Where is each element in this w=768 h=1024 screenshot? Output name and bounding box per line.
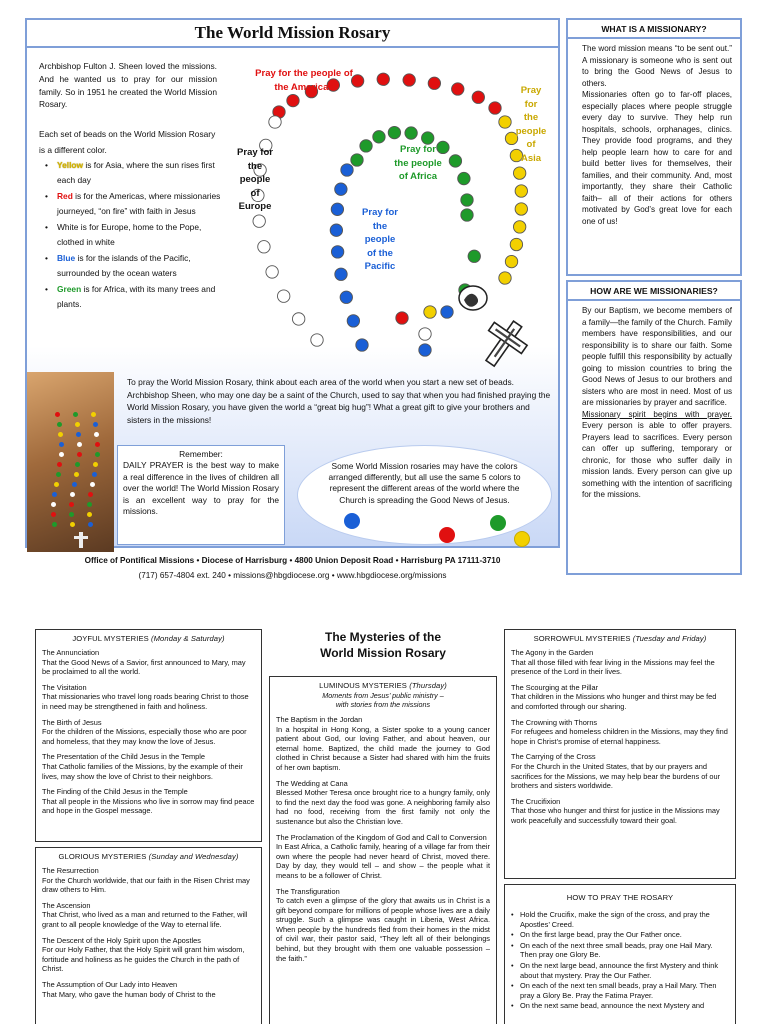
how-to-pray-box: [504, 884, 736, 1024]
mystery-item: The Visitation That missionaries who travel long roads bearing Christ to those in need may be strengthened in faith and holiness.: [42, 682, 249, 711]
photo-bead: [94, 432, 99, 437]
mystery-item: The Descent of the Holy Spirit upon the Apostles For our Holy Father, that the Holy Spirit will grant him wisdom, fortitude and holiness as he guides the Church in the path of Christ.: [42, 935, 245, 974]
photo-bead: [51, 512, 56, 517]
photo-bead: [90, 482, 95, 487]
color-meaning: is for Asia, where the sun rises first each day: [57, 160, 215, 185]
intro-paragraph: Archbishop Fulton J. Sheen loved the missions. And he wanted us to pray for our mission family. So in 1951 he created the World Mission Rosary.: [39, 61, 217, 110]
rosary-bead: [468, 250, 480, 262]
pray-instructions: To pray the World Mission Rosary, think about each area of the world when you start a new set of beads. Archbishop Sheen, who may one day be a saint of the Church, used to say that when you had finished praying the World Mission Rosary, you have given the world a “great big hug”! What a great gift to give your brothers and sisters in the missions!: [127, 377, 551, 425]
photo-bead: [59, 452, 64, 457]
rosary-bead: [515, 203, 527, 215]
luminous-subtitle: Moments from Jesus’ public ministry – with stories from the missions: [322, 691, 444, 709]
paragraph: Missionaries often go to far-off places, especially places where people struggle every day to survive. They help run hospitals, schools, orphanages, clinics. They provide food programs, and they help people learn how to care for and build better lives for themselves, their families, and their community. And, most importantly, they share their Catholic faith– all of their actions for others motivated by God’s great love for each one of us!: [582, 90, 732, 226]
rosary-bead: [513, 167, 525, 179]
variation-note: Some World Mission rosaries may have the colors arranged differently, but all use the same 5 colors to represent the different areas of the world where the Church is spreading the Good News of Jesus.: [328, 461, 521, 505]
rosary-photo: [27, 372, 114, 552]
rosary-illustration: [27, 50, 562, 375]
photo-bead: [93, 462, 98, 467]
rosary-bead: [360, 140, 372, 152]
color-dot-yellow: [514, 531, 530, 547]
howto-title: HOW TO PRAY THE ROSARY: [566, 893, 674, 902]
page-title: The World Mission Rosary: [194, 23, 391, 42]
photo-bead: [73, 412, 78, 417]
rosary-bead: [452, 83, 464, 95]
sorrowful-mysteries-box: [504, 629, 736, 879]
rosary-bead: [403, 74, 415, 86]
photo-bead: [77, 442, 82, 447]
photo-bead: [57, 462, 62, 467]
howto-step: • Hold the Crucifix, make the sign of the cross, and pray the Apostles’ Creed.: [511, 910, 729, 929]
photo-bead: [75, 462, 80, 467]
photo-bead: [69, 502, 74, 507]
mysteries-title: SORROWFUL MYSTERIES (Tuesday and Friday): [533, 634, 707, 643]
rosary-bead: [515, 185, 527, 197]
mystery-item: The Ascension That Christ, who lived as a man and returned to the Father, will grant to all people knowledge of the Way to eternal life.: [42, 900, 248, 929]
mysteries-title: LUMINOUS MYSTERIES (Thursday): [319, 681, 447, 690]
rosary-bead: [377, 73, 389, 85]
mysteries-title: GLORIOUS MYSTERIES (Sunday and Wednesday): [58, 852, 239, 861]
howto-step: • On each of the next three small beads, pray one Hail Mary. Then pray one Glory Be.: [511, 941, 729, 960]
photo-bead: [77, 452, 82, 457]
photo-cross: [79, 532, 83, 548]
photo-bead: [55, 412, 60, 417]
rosary-bead: [253, 215, 265, 227]
mystery-item: The Crucifixion That those who hunger and thirst for justice in the Missions may work peacefully and successfully toward their goal.: [511, 796, 720, 825]
rosary-bead: [373, 131, 385, 143]
rosary-bead: [340, 291, 352, 303]
photo-bead: [72, 482, 77, 487]
photo-bead: [76, 432, 81, 437]
photo-bead: [88, 492, 93, 497]
paragraph-rest: Every person is able to offer prayers. Prayers lead to sacrifices. Every person can offer up suffering, temporary or chronic, for those who suffer daily in mission lands. Every person can give up something with the intention of sacrificing for the missions.: [582, 421, 732, 499]
box-title: WHAT IS A MISSIONARY?: [568, 20, 740, 39]
howto-step: • On the next large bead, announce the first Mystery and think about that mystery. Pray the Our Father.: [511, 961, 729, 980]
rosary-bead: [335, 183, 347, 195]
photo-bead: [91, 412, 96, 417]
color-name: Yellow: [57, 160, 84, 170]
luminous-mysteries-box: [269, 676, 497, 1024]
color-meaning: is for the islands of the Pacific, surrounded by the ocean waters: [57, 253, 191, 278]
mystery-item: The Scourging at the Pillar That children in the Missions who hunger and thirst may be fed and comforted through our sharing.: [511, 682, 717, 711]
rosary-bead: [292, 313, 304, 325]
photo-bead: [74, 472, 79, 477]
mystery-item: The Finding of the Child Jesus in the Temple That all people in the Missions who live in sorrow may find peace and hope in the Gospel message.: [42, 787, 255, 816]
rosary-bead: [269, 116, 281, 128]
rosary-bead: [335, 268, 347, 280]
color-meaning: is for the Americas, where missionaries journeyed, “on fire” with faith in Jesus: [57, 191, 221, 216]
color-name: White: [57, 222, 79, 232]
mystery-item: The Carrying of the Cross For the Church in the United States, that by our prayers and sacrifices for the Missions, we may help bear the burdens of our brothers and sisters worldwide.: [511, 752, 721, 791]
color-dot-green: [490, 515, 506, 531]
title-divider: [27, 46, 558, 48]
rosary-bead: [277, 290, 289, 302]
paragraph: [582, 409, 732, 501]
photo-bead: [87, 502, 92, 507]
mystery-item: The Crowning with Thorns For refugees and homeless children in the Missions, may they find hope in Christ’s promise of eternal happiness.: [511, 717, 728, 746]
footer-contact: (717) 657-4804 ext. 240 • missions@hbgdiocese.org • www.hbgdiocese.org/missions: [138, 571, 447, 580]
howto-steps: [511, 910, 729, 1011]
rosary-bead: [287, 94, 299, 106]
rosary-bead: [489, 102, 501, 114]
color-dot-red: [439, 527, 455, 543]
region-label-africa: Pray for the people of Africa: [394, 144, 442, 182]
mystery-item: The Resurrection For the Church worldwide, that our faith in the Risen Christ may draw others to Him.: [42, 866, 250, 895]
mystery-item: The Transfiguration To catch even a glimpse of the glory that awaits us in Christ is a gift beyond compare for millions of people whose lives are a daily struggle. Such a glimpse was caught in Liberia, West Africa. When people by the hundreds fled from their homes in the midst of civil war, their pastor said, “They left all of their belongings behind, but they brought with them one valuable possession – the faith.”: [276, 886, 490, 963]
photo-bead: [95, 442, 100, 447]
underlined-text: Missionary spirit begins with prayer.: [582, 409, 732, 419]
photo-bead: [88, 522, 93, 527]
color-name: Blue: [57, 253, 76, 263]
rosary-bead: [461, 194, 473, 206]
photo-bead: [92, 472, 97, 477]
rosary-bead: [419, 328, 431, 340]
howto-step: • On the first large bead, pray the Our Father once.: [511, 930, 729, 940]
glorious-mysteries-box: [35, 847, 262, 1024]
rosary-bead: [405, 127, 417, 139]
photo-bead: [51, 502, 56, 507]
box-body: [568, 39, 740, 227]
photo-bead: [75, 422, 80, 427]
box-body: [568, 301, 740, 501]
photo-cross-bar: [74, 536, 88, 539]
how-are-we-missionaries-box: [566, 280, 742, 575]
photo-bead: [56, 472, 61, 477]
photo-bead: [70, 522, 75, 527]
rosary-bead: [419, 344, 431, 356]
rosary-bead: [347, 315, 359, 327]
footer-address: Office of Pontifical Missions • Diocese of Harrisburg • 4800 Union Deposit Road • Harrisburg PA 17111-3710: [84, 556, 501, 565]
photo-bead: [70, 492, 75, 497]
rosary-bead: [351, 154, 363, 166]
rosary-bead: [505, 255, 517, 267]
rosary-bead: [258, 241, 270, 253]
photo-bead: [69, 512, 74, 517]
rosary-bead: [472, 91, 484, 103]
rosary-bead: [330, 224, 342, 236]
color-name: Green: [57, 284, 82, 294]
remember-title: Remember:: [179, 449, 223, 459]
rosary-bead: [424, 306, 436, 318]
color-meaning: is for Europe, home to the Pope, clothed in white: [57, 222, 202, 247]
rosary-bead: [449, 155, 461, 167]
photo-bead: [87, 512, 92, 517]
color-name: Red: [57, 191, 73, 201]
paragraph: By our Baptism, we become members of a family—the family of the Church. Family members have responsibilities, and our responsibility is to share our faith. Some people fulfill this responsibility by actually going to mission countries to bring the Good News of Jesus to our brothers and sisters who are most in need. Most of us are missionaries by prayer and sacrifice.: [582, 306, 732, 407]
crucifix: [474, 313, 534, 375]
mystery-item: The Annunciation That the Good News of a Savior, first announced to Mary, may be proclaimed to all the world.: [42, 648, 246, 677]
photo-bead: [54, 482, 59, 487]
rosary-bead: [341, 164, 353, 176]
rosary-bead: [356, 339, 368, 351]
remember-box: [117, 445, 285, 545]
rosary-bead: [513, 221, 525, 233]
color-meaning: is for Africa, with its many trees and plants.: [57, 284, 216, 309]
rosary-bead: [458, 172, 470, 184]
rosary-bead: [396, 312, 408, 324]
joyful-mysteries-box: [35, 629, 262, 842]
mystery-item: The Presentation of the Child Jesus in the Temple That Catholic families of the Missions, by the example of their lives, may show the love of Christ to their neighbors.: [42, 752, 243, 781]
photo-bead: [52, 522, 57, 527]
box-title: HOW ARE WE MISSIONARIES?: [568, 282, 740, 301]
photo-bead: [58, 432, 63, 437]
rosary-info-panel: [25, 18, 560, 548]
rosary-bead: [510, 238, 522, 250]
photo-bead: [95, 452, 100, 457]
rosary-bead: [499, 272, 511, 284]
mystery-item: The Assumption of Our Lady into Heaven That Mary, who gave the human body of Christ to the: [42, 979, 216, 999]
region-label-asia: Pray for the people of Asia: [515, 85, 547, 164]
mysteries-heading: The Mysteries of the World Mission Rosary: [320, 630, 446, 660]
rosary-bead: [461, 209, 473, 221]
region-label-americas: Pray for the people of the Americas: [255, 68, 353, 93]
mysteries-title: JOYFUL MYSTERIES (Monday & Saturday): [72, 634, 225, 643]
remember-body: DAILY PRAYER is the best way to make a real difference in the lives of children all over the world! The World Mission Rosary is an excellent way to pray for the missions.: [123, 460, 279, 517]
mystery-item: The Agony in the Garden That all those filled with fear living in the Missions may feel the presence of the Lord in their lives.: [511, 648, 715, 677]
rosary-bead: [441, 306, 453, 318]
rosary-bead: [428, 77, 440, 89]
mystery-item: The Birth of Jesus For the children of the Missions, especially those who are poor and homeless, that they may know the love of Jesus.: [42, 717, 247, 746]
photo-bead: [52, 492, 57, 497]
photo-bead: [59, 442, 64, 447]
rosary-bead: [311, 334, 323, 346]
paragraph: The word mission means “to be sent out.” A missionary is someone who is sent out to bring the Good News of Jesus to others.: [582, 44, 732, 88]
colors-intro-paragraph: Each set of beads on the World Mission Rosary is a different color.: [39, 129, 216, 155]
photo-bead: [93, 422, 98, 427]
mystery-item: The Wedding at Cana Blessed Mother Teresa once brought rice to a hungry family, only to find the next day the food was gone. A neighboring family also had no food, receiving from the first family not only the sustenance but also the Christian love.: [276, 778, 490, 826]
rosary-bead: [331, 246, 343, 258]
region-label-europe: Pray for the people of Europe: [237, 147, 273, 212]
rosary-bead: [266, 266, 278, 278]
mystery-item: The Proclamation of the Kingdom of God and Call to Conversion In East Africa, a Catholic family, hearing of a village far from their own where the people had never heard of Christ, moved there. Day by day, they would tell – and show – the people what it means to be a follower of Christ.: [276, 832, 490, 880]
howto-step: • On the next same bead, announce the next Mystery and: [511, 1001, 729, 1011]
what-is-missionary-box: [566, 18, 742, 276]
color-dot-blue: [344, 513, 360, 529]
rosary-bead: [388, 126, 400, 138]
rosary-bead: [331, 203, 343, 215]
photo-bead: [57, 422, 62, 427]
mystery-item: The Baptism in the Jordan In a hospital in Hong Kong, a Sister spoke to a young cancer patient about God, our loving Father, and about heaven, our eternal home. Baptized, the child made the journey to God clothed in Christ because a Sister had shared with him the fruits of her own baptism.: [276, 715, 490, 772]
howto-step: • On each of the next ten small beads, pray a Hail Mary. Then pray a Glory Be. Pray the Fatima Prayer.: [511, 981, 729, 1000]
region-label-pacific: Pray for the people of the Pacific: [362, 207, 398, 272]
